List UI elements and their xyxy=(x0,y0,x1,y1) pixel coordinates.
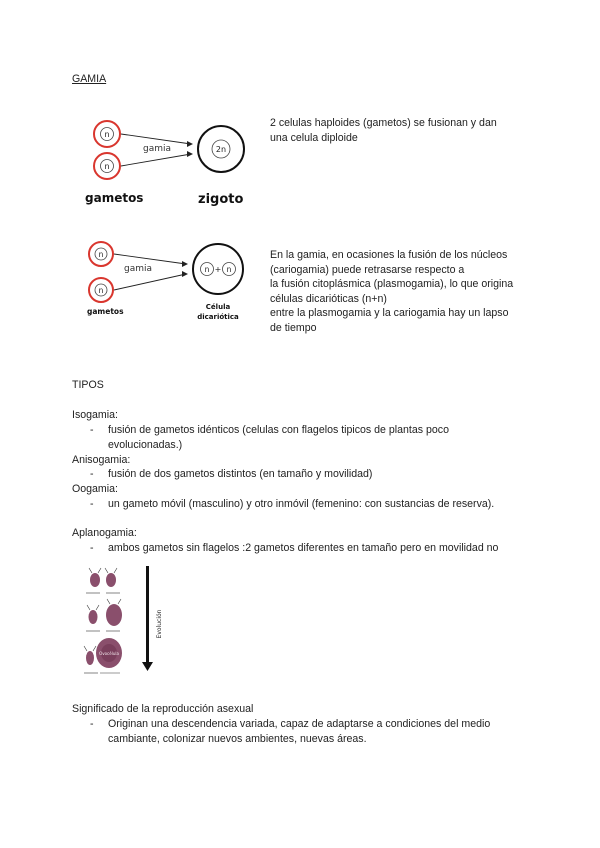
arrow-label: gamia xyxy=(143,144,172,154)
oogamia-item: un gameto móvil (masculino) y otro inmóvil (femenino: con sustancias de reserva). xyxy=(108,498,495,510)
gamia-diagram-1 xyxy=(85,110,255,210)
bullet-dash: - xyxy=(90,424,94,436)
isogamia-item-cont: evolucionadas.) xyxy=(108,439,183,451)
svg-text:dicariótica: dicariótica xyxy=(197,313,239,321)
significance-item: Originan una descendencia variada, capaz de adaptarse a condiciones del medio xyxy=(108,718,491,730)
aplanogamia-item: ambos gametos sin flagelos :2 gametos diferentes en tamaño pero en movilidad no xyxy=(108,542,499,554)
gamete-label: n xyxy=(104,162,110,171)
bullet-dash: - xyxy=(90,468,94,480)
evolution-label: Evolución xyxy=(156,609,163,639)
oocyte-label: Ovocélula xyxy=(99,651,119,656)
bullet-dash: - xyxy=(90,718,94,730)
diagram1-description: 2 celulas haploides (gametos) se fusionan y dan una celula diploide xyxy=(270,117,497,144)
zygote-caption: zigoto xyxy=(198,192,244,207)
svg-text:+: + xyxy=(214,265,222,274)
svg-text:n: n xyxy=(226,265,232,274)
svg-text:Célula: Célula xyxy=(205,303,231,311)
gamia-diagram-2 xyxy=(85,234,255,334)
diagram2-description: En la gamia, en ocasiones la fusión de los núcleos (cariogamia) puede retrasarse respecto a la fusión citoplásmica (plasmogamia), lo que origina células dicarióticas (n+n) entre la plasmogamia y la cariogamia hay un lapso de tiempo xyxy=(270,249,514,334)
bullet-dash: - xyxy=(90,542,94,554)
bullet-dash: - xyxy=(90,498,94,510)
anisogamia-label: Anisogamia: xyxy=(72,454,131,466)
oogamia-label: Oogamia: xyxy=(72,483,118,495)
svg-text:gametos: gametos xyxy=(87,307,124,316)
gamete-label: n xyxy=(104,130,110,139)
isogamia-label: Isogamia: xyxy=(72,409,118,421)
svg-text:n: n xyxy=(98,286,104,295)
types-heading: TIPOS xyxy=(72,379,104,391)
aplanogamia-label: Aplanogamia: xyxy=(72,527,137,539)
zygote-label: 2n xyxy=(215,145,227,154)
gametes-caption: gametos xyxy=(85,191,144,205)
svg-text:n: n xyxy=(98,250,104,259)
svg-text:gamia: gamia xyxy=(124,264,153,274)
significance-heading: Significado de la reproducción asexual xyxy=(72,703,254,715)
evolution-figure xyxy=(82,562,182,680)
significance-item-cont: cambiante, colonizar nuevos ambientes, nuevas áreas. xyxy=(108,733,367,745)
svg-text:n: n xyxy=(204,265,210,274)
anisogamia-item: fusión de dos gametos distintos (en tamaño y movilidad) xyxy=(108,468,373,480)
page-title: GAMIA xyxy=(72,73,107,85)
isogamia-item: fusión de gametos idénticos (celulas con flagelos tipicos de plantas poco xyxy=(108,424,449,436)
